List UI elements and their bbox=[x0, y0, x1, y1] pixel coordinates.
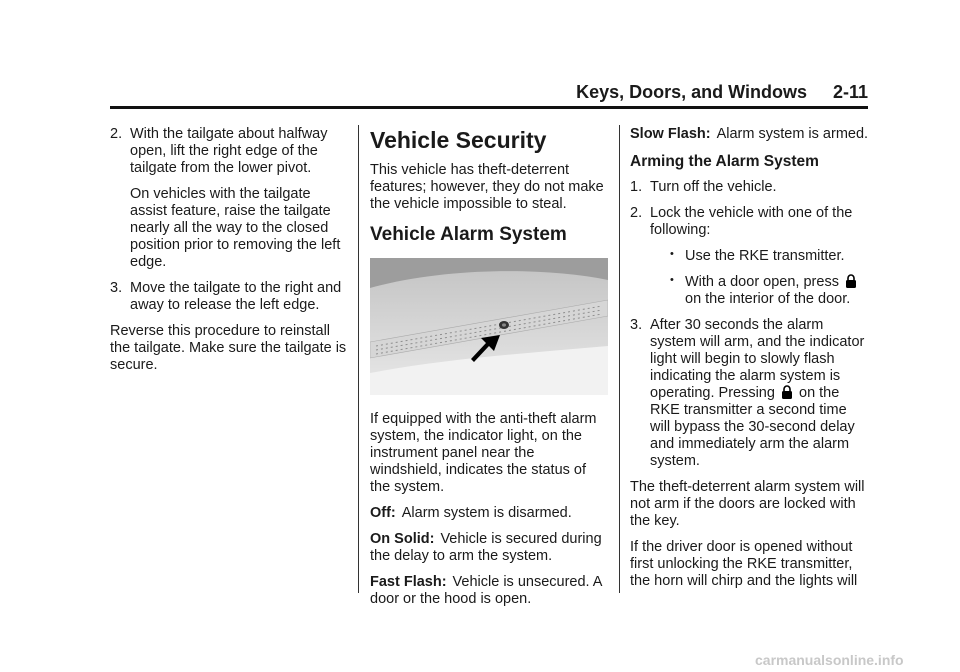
column-divider bbox=[619, 125, 620, 593]
bullet-item bbox=[670, 274, 870, 308]
step-text-part: After 30 seconds the alarm system will arm, and the indicator light will begin to slowly flash indicating the alarm system is operating. Pressing bbox=[650, 317, 865, 401]
bullet-marker: • bbox=[670, 274, 674, 286]
step-number: 3. bbox=[110, 280, 123, 296]
watermark: carmanualsonline.info bbox=[755, 652, 904, 668]
header-rule bbox=[110, 106, 868, 109]
column-3 bbox=[630, 126, 870, 599]
status-text: Alarm system is armed. bbox=[716, 126, 869, 142]
bullet-item bbox=[670, 248, 870, 265]
bullet-text bbox=[685, 274, 870, 308]
step-2 bbox=[630, 205, 870, 239]
step-2 bbox=[110, 126, 350, 177]
page-number: 2-11 bbox=[832, 82, 868, 102]
status-text: Vehicle is unsecured. A door or the hood is open. bbox=[370, 574, 602, 607]
status-label: Off: bbox=[370, 505, 396, 521]
bullet-text-part: on the interior of the door. bbox=[685, 291, 851, 307]
step-note: On vehicles with the tailgate assist feature, raise the tailgate nearly all the way to the closed position prior to removing the left edge. bbox=[130, 186, 341, 270]
step-text: Move the tailgate to the right and away to release the left edge. bbox=[130, 280, 342, 313]
paragraph: If equipped with the anti-theft alarm system, the indicator light, on the instrument panel near the windshield, indicates the status of the system. bbox=[370, 411, 597, 495]
step-number: 2. bbox=[630, 205, 643, 221]
step-text-part: on the RKE transmitter a second time will bypass the 30-second delay and immediately arm the alarm system. bbox=[650, 385, 855, 469]
intro-paragraph: This vehicle has theft-deterrent features; however, they do not make the vehicle impossible to steal. bbox=[370, 162, 604, 212]
status-label: Slow Flash: bbox=[630, 126, 711, 142]
step-text: Turn off the vehicle. bbox=[650, 179, 777, 195]
paragraph: The theft-deterrent alarm system will not arm if the doors are locked with the key. bbox=[630, 479, 865, 529]
section-heading: Vehicle Security bbox=[370, 127, 547, 153]
subsection-heading: Arming the Alarm System bbox=[630, 153, 819, 170]
step-text: With the tailgate about halfway open, lift the right edge of the tailgate from the lower pivot. bbox=[130, 126, 328, 176]
dashboard-indicator-image bbox=[370, 258, 608, 395]
step-text: Lock the vehicle with one of the following: bbox=[650, 205, 853, 238]
bullet-text: Use the RKE transmitter. bbox=[685, 248, 845, 264]
paragraph: If the driver door is opened without first unlocking the RKE transmitter, the horn will chirp and the lights will bbox=[630, 539, 858, 589]
column-1 bbox=[110, 126, 350, 383]
column-divider bbox=[358, 125, 359, 593]
subsection-heading: Vehicle Alarm System bbox=[370, 224, 567, 245]
status-slow bbox=[630, 126, 870, 143]
lock-icon bbox=[781, 385, 793, 400]
status-solid bbox=[370, 531, 610, 565]
step-number: 2. bbox=[110, 126, 123, 142]
status-text: Alarm system is disarmed. bbox=[401, 505, 572, 521]
section-title: Keys, Doors, and Windows bbox=[576, 82, 807, 102]
status-label: Fast Flash: bbox=[370, 574, 447, 590]
bullet-text-part: With a door open, press bbox=[685, 274, 839, 290]
step-1 bbox=[630, 179, 870, 196]
status-off bbox=[370, 505, 610, 522]
step-3 bbox=[630, 317, 870, 470]
step-number: 3. bbox=[630, 317, 643, 333]
status-label: On Solid: bbox=[370, 531, 435, 547]
step-text bbox=[650, 317, 870, 470]
step-3 bbox=[110, 280, 350, 314]
status-fast bbox=[370, 574, 610, 608]
page-header bbox=[110, 82, 868, 103]
paragraph: Reverse this procedure to reinstall the tailgate. Make sure the tailgate is secure. bbox=[110, 323, 347, 373]
status-text: Vehicle is secured during the delay to arm the system. bbox=[370, 531, 602, 564]
lock-icon bbox=[845, 274, 857, 289]
step-number: 1. bbox=[630, 179, 643, 195]
bullet-marker: • bbox=[670, 248, 674, 260]
column-2 bbox=[370, 126, 610, 617]
